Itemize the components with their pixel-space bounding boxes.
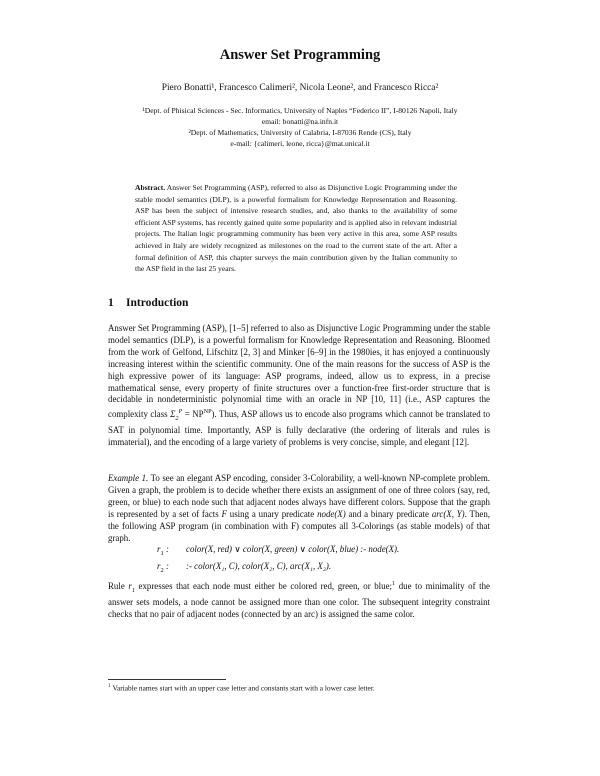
footnote-divider bbox=[108, 679, 226, 680]
affiliation-line: email: bonatti@na.infn.it bbox=[261, 117, 339, 126]
explanation-paragraph: Rule $r_1$ expresses that each node must either be colored red, green, or blue;$^1$ due to minimality of the answer sets models, a node cannot be assigned more than one color. The subsequent integrity constraint checks that no pair of adjacent nodes (connected by an arc) is assigned the same color. bbox=[108, 580, 490, 619]
section-number: 1 bbox=[108, 297, 114, 309]
section-title: Introduction bbox=[126, 297, 189, 309]
footnote-ref: 1 bbox=[392, 580, 396, 587]
footnote bbox=[108, 683, 490, 692]
example-label: Example 1. bbox=[108, 473, 149, 483]
abstract bbox=[135, 182, 457, 275]
intro-paragraph bbox=[108, 323, 490, 449]
abstract-label: Abstract. bbox=[135, 183, 166, 192]
intro-text-end: ). Thus, ASP allows us to encode also programs which cannot be translated to SAT in polynomial time. Importantly, ASP is fully declarative (the ordering of literals and rules is immaterial), and the encoding of a large variety of problems is very concise, simple, and elegant [12]. bbox=[108, 409, 491, 447]
example-paragraph: Example 1. To see an elegant ASP encoding, consider 3-Colorability, a well-known NP-complete problem. Given a graph, the problem is to decide whether there exists an assignment of one of three colors (say, red, green, or blue) to each node such that adjacent nodes always have different colors. Suppose that the graph is represented by a set of facts F using a unary predicate node(X) and a binary predicate arc(X, Y). Then, the following ASP program (in combination with F) computes all 3-Colorings (as stable models) of that graph. bbox=[108, 473, 490, 543]
np-oracle: NP bbox=[203, 408, 212, 416]
section-heading bbox=[108, 297, 188, 309]
complexity-class: $\Sigma_2^P$ bbox=[170, 408, 183, 423]
intro-text: Answer Set Programming (ASP), [1–5] referred to also as Disjunctive Logic Programming under the stable model semantics (DLP), is a powerful formalism for Knowledge Representation and Reasoning. Bloomed from the work of Gelfond, Lifschitz [2, 3] and Minker [6–9] in the 1980ies, it has enjoyed a continuously increasing interest within the scientific community. One of the main reasons for the success of ASP is the high expressive power of its language: ASP programs, indeed, allow us to express, in a precise mathematical sense, every property of finite structures over a function-free first-order structure that is decidable in nondeterministic polynomial time with an oracle in NP [10, 11] (i.e., ASP captures the complexity class bbox=[108, 323, 490, 420]
abstract-text: Answer Set Programming (ASP), referred to also as Disjunctive Logic Programming under the stable model semantics (DLP), is a powerful formalism for Knowledge Representation and Reasoning. ASP has been the subject of intensive research studies, and, also thanks to the availability of some efficient ASP systems, has recently gained quite some popularity and is applied also in relevant industrial projects. The Italian logic programming community has been very active in this area, some ASP results achieved in Italy are widely recognized as milestones on the road to the current state of the art. After a formal definition of ASP, this chapter surveys the main contribution given by the Italian community to the ASP field in the last 25 years. bbox=[135, 183, 457, 274]
author-list: Piero Bonatti¹, Francesco Calimeri², Nicola Leone², and Francesco Ricca² bbox=[161, 83, 439, 93]
affiliation-line: ²Dept. of Mathematics, University of Calabria, I-87036 Rende (CS), Italy bbox=[188, 128, 412, 137]
rule-r2: $r_2$ : :- color(X₁, C), color(X₂, C), arc(X₁, X₂). bbox=[157, 560, 332, 574]
affiliation-line: ¹Dept. of Phisical Sciences - Sec. Informatics, University of Naples “Federico II”, I-80126 Napoli, Italy bbox=[142, 106, 458, 115]
rule-r1: $r_1$ : color(X, red) ∨ color(X, green) ∨ color(X, blue) :- node(X). bbox=[157, 544, 400, 557]
asp-program bbox=[157, 543, 399, 577]
affiliation-line: e-mail: {calimeri, leone, ricca}@mat.unical.it bbox=[230, 139, 370, 148]
paper-title: Answer Set Programming bbox=[219, 47, 381, 63]
footnote-mark: 1 bbox=[108, 683, 111, 689]
complexity-eq: = NP bbox=[182, 409, 204, 420]
footnote-text: Variable names start with an upper case letter and constants start with a lower case letter. bbox=[112, 683, 375, 693]
